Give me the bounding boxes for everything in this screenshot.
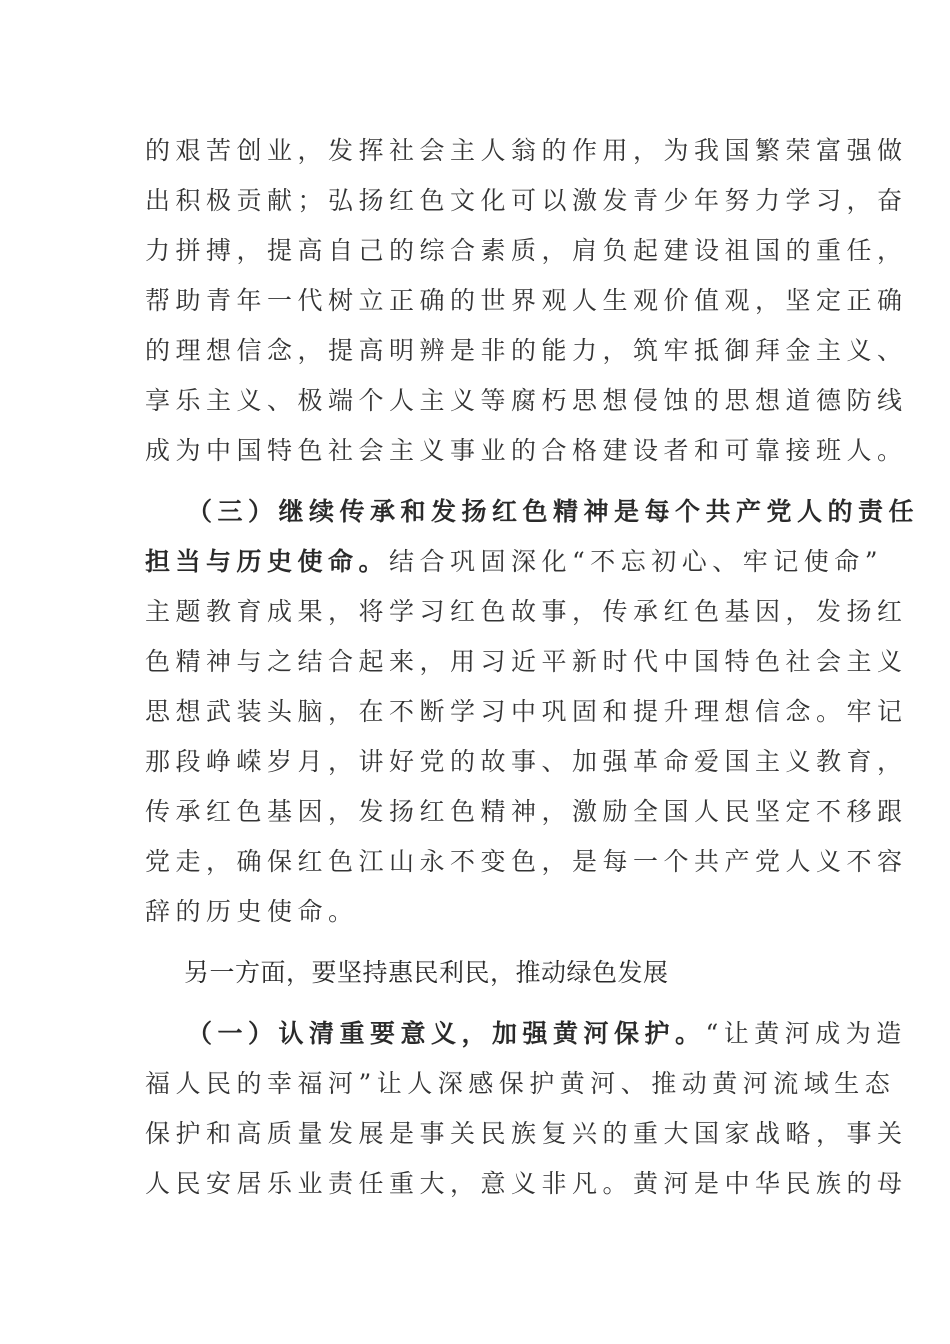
paragraph-3-line-1-text: “让黄河成为造 bbox=[705, 1019, 907, 1048]
paragraph-2-line-4: 色精神与之结合起来，用习近平新时代中国特色社会主义 bbox=[145, 647, 908, 676]
paragraph-2-bold-heading-line-2: 担当与历史使命。 bbox=[145, 547, 390, 576]
paragraph-2-line-3: 主题教育成果，将学习红色故事，传承红色基因，发扬红 bbox=[145, 597, 908, 626]
paragraph-1-line-3: 力拼搏，提高自己的综合素质，肩负起建设祖国的重任， bbox=[145, 236, 908, 265]
paragraph-1-line-5: 的理想信念，提高明辨是非的能力，筑牢抵御拜金主义、 bbox=[145, 336, 908, 365]
paragraph-2-line-9: 辞的历史使命。 bbox=[145, 897, 359, 926]
paragraph-1-line-1: 的艰苦创业，发挥社会主人翁的作用，为我国繁荣富强做 bbox=[145, 136, 908, 165]
paragraph-2-line-7: 传承红色基因，发扬红色精神，激励全国人民坚定不移跟 bbox=[145, 797, 908, 826]
paragraph-2-line-6: 那段峥嵘岁月，讲好党的故事、加强革命爱国主义教育， bbox=[145, 747, 908, 776]
section-heading: 另一方面，要坚持惠民利民，推动绿色发展 bbox=[184, 958, 669, 987]
paragraph-2-line-2 bbox=[145, 544, 883, 580]
paragraph-2-line-5: 思想武装头脑，在不断学习中巩固和提升理想信念。牢记 bbox=[145, 697, 908, 726]
paragraph-3-line-3: 保护和高质量发展是事关民族复兴的重大国家战略，事关 bbox=[145, 1119, 908, 1148]
paragraph-3-bold-heading: （一）认清重要意义，加强黄河保护。 bbox=[187, 1019, 706, 1048]
paragraph-2-bold-heading-line-1: （三）继续传承和发扬红色精神是每个共产党人的责任 bbox=[187, 497, 920, 526]
paragraph-2-line-8: 党走，确保红色江山永不变色，是每一个共产党人义不容 bbox=[145, 847, 908, 876]
paragraph-3-line-1 bbox=[187, 1016, 907, 1052]
paragraph-1-line-6: 享乐主义、极端个人主义等腐朽思想侵蚀的思想道德防线 bbox=[145, 386, 908, 415]
paragraph-1-line-4: 帮助青年一代树立正确的世界观人生观价值观，坚定正确 bbox=[145, 286, 908, 315]
paragraph-2-line-2-text: 结合巩固深化“不忘初心、牢记使命” bbox=[389, 547, 884, 576]
paragraph-1-line-7: 成为中国特色社会主义事业的合格建设者和可靠接班人。 bbox=[145, 436, 908, 465]
paragraph-3-line-4: 人民安居乐业责任重大，意义非凡。黄河是中华民族的母 bbox=[145, 1169, 908, 1198]
paragraph-1-line-2: 出积极贡献；弘扬红色文化可以激发青少年努力学习，奋 bbox=[145, 186, 908, 215]
paragraph-3-line-2: 福人民的幸福河”让人深感保护黄河、推动黄河流域生态 bbox=[145, 1069, 896, 1098]
